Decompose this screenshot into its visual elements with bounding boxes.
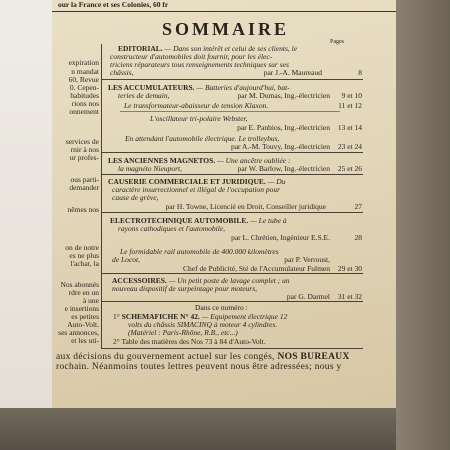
page-number: 31 et 32 — [337, 292, 362, 301]
item-description-line: (Matériel : Paris-Rhône, R.B., etc...) — [128, 328, 238, 337]
left-column-line: rdre en un — [68, 288, 99, 297]
section-lead: — Une ancêtre oubliée : — [217, 156, 291, 165]
section-divider — [101, 273, 363, 274]
left-column-line: rions nos — [71, 99, 99, 108]
in-this-issue-item: 2° Table des matières des Nos 73 à 84 d'Auto-Volt. — [113, 337, 266, 346]
left-column-line: ur profes- — [69, 153, 99, 162]
section-description-line: triciens réparateurs tous renseignements techniques sur ses — [110, 60, 289, 69]
article-title: Le transformateur-abaisseur de tension Klaxon. — [124, 101, 269, 110]
section-lead: — Du — [267, 177, 286, 186]
section-divider — [101, 152, 363, 153]
left-column-line: nêmes nos — [67, 205, 99, 214]
left-column-line: 0. Cepen- — [69, 83, 99, 92]
article-author: par E. Panbios, Ing.-électricien — [237, 123, 330, 132]
article-author: par W. Barlow, Ing.-électricien — [237, 164, 330, 173]
article-title: Le formidable rail automobile de 400.000 kilomètres — [120, 247, 279, 256]
section-lead: — Un petit poste de lavage complet ; un — [168, 276, 290, 285]
left-column-line: rnir à nos — [70, 145, 99, 154]
section-description-line: nouveau dispositif de surpeintage pour moteurs, — [112, 284, 257, 293]
toc-frame-left-border — [101, 44, 102, 349]
article-author: par G. Darmel — [286, 292, 330, 301]
section-heading: ACCESSOIRES. — [112, 276, 167, 285]
section-lead: — Batteries d'aujourd'hui, bat- — [196, 83, 290, 92]
left-column-line: à une — [82, 296, 99, 305]
section-description-line: châssis, — [110, 68, 134, 77]
footer-emphasis: NOS BUREAUX — [277, 352, 350, 362]
left-column-line: Auto-Volt. — [67, 320, 99, 329]
section-heading: LES ANCIENNES MAGNETOS. — [108, 156, 216, 165]
section-description-line: caractère insurrectionnel et illégal de l'occupation pour — [112, 185, 281, 194]
article-title: En attendant l'automobile électrique. Le trolleybus, — [125, 134, 280, 143]
section-lead: — Dans son intérêt et celui de ses clients, le — [164, 44, 298, 53]
left-column-line: onnement — [69, 107, 99, 116]
left-column-line: et les uti- — [71, 336, 99, 345]
item-number: 1° — [113, 312, 120, 321]
article-author-affiliation: Chef de Publicité, Sté de l'Accumulateur Fulmen — [183, 264, 330, 273]
page-number: 27 — [354, 202, 362, 211]
left-column-line: ses annonces, — [58, 328, 99, 337]
section-heading: EDITORIAL. — [118, 44, 163, 53]
item-heading: SCHEMAFICHE N° 42. — [121, 312, 200, 321]
footer-line — [56, 352, 350, 362]
header-strip-text: our la France et ses Colonies, 60 fr — [58, 0, 169, 9]
section-description-line: teries de demain, — [118, 91, 170, 100]
page-number: 9 et 10 — [341, 91, 362, 100]
page-number: 13 et 14 — [337, 123, 362, 132]
article-author: par J.-A. Maureaud — [263, 68, 322, 77]
page-number: 8 — [358, 68, 362, 77]
left-column-line: Nos abonnés — [60, 280, 99, 289]
section-divider — [101, 174, 363, 175]
section-divider — [101, 212, 363, 213]
left-column-line: on de notre — [65, 243, 99, 252]
section-description-line: cause de grève, — [112, 193, 159, 202]
footer-text: aux décisions du gouvernement actuel sur les congés, — [56, 352, 275, 362]
toc-frame-bottom-border — [101, 348, 363, 349]
left-column-line: 60, Revue — [68, 75, 99, 84]
left-column-line: habitudes — [70, 91, 99, 100]
left-column-line: demander — [69, 183, 99, 192]
background-bottom-edge — [0, 408, 396, 450]
footer-line: rochain. Néanmoins toutes lettres peuvent nous être adressées; nous y — [56, 362, 342, 372]
article-author: par H. Towne, Licencié en Droit, Conseiller juridique — [165, 202, 326, 211]
section-description-line: la magnéto Nieuport, — [118, 164, 182, 173]
page-number: 25 et 26 — [337, 164, 362, 173]
background-right-edge — [396, 0, 450, 450]
left-column-line: e insertions — [64, 304, 99, 313]
left-column-line: es ne plus — [69, 251, 99, 260]
pages-column-label: Pages — [330, 39, 344, 45]
left-column-line: services de — [65, 137, 99, 146]
section-heading: ELECTROTECHNIQUE AUTOMOBILE. — [110, 216, 249, 225]
article-title: de Locot, — [112, 255, 140, 264]
article-divider — [120, 111, 340, 112]
item-description-line: volts du châssis SIMACINQ à moteur 4 cylindres. — [128, 320, 278, 329]
section-description-line: rayons cathodiques et l'automobile, — [118, 224, 226, 233]
article-author: par L. Chrétien, Ingénieur E.S.E. — [231, 233, 330, 242]
page-number: 23 et 24 — [337, 142, 362, 151]
article-author: par P. Verroust, — [284, 255, 330, 264]
section-lead: — Le tube à — [250, 216, 287, 225]
section-description-line: constructeur d'automobiles doit fournir, pour les élec- — [110, 52, 273, 61]
section-divider — [101, 301, 363, 302]
article-author: par A.-M. Touvy, Ing.-électricien — [230, 142, 330, 151]
left-column-line: es petites — [71, 312, 99, 321]
in-this-issue-label: Dans ce numéro : — [195, 303, 248, 312]
page-title: SOMMAIRE — [162, 19, 289, 39]
section-heading: LES ACCUMULATEURS. — [108, 83, 195, 92]
page-number: 11 et 12 — [338, 101, 362, 110]
item-lead: — Equipement électrique 12 — [201, 312, 288, 321]
section-divider — [101, 79, 363, 80]
left-column-line: l'achat, la — [70, 259, 99, 268]
page-number: 28 — [354, 233, 362, 242]
page-number: 29 et 30 — [337, 264, 362, 273]
left-column-line: ous parti- — [70, 175, 99, 184]
left-column-line: n mandat — [71, 67, 99, 76]
article-title: L'oscillateur tri-polaire Webster, — [150, 114, 248, 123]
left-column-line: expiration — [68, 58, 99, 67]
article-author: par M. Dumas, Ing.-électricien — [237, 91, 330, 100]
section-heading: CAUSERIE COMMERCIALE ET JURIDIQUE. — [108, 177, 266, 186]
